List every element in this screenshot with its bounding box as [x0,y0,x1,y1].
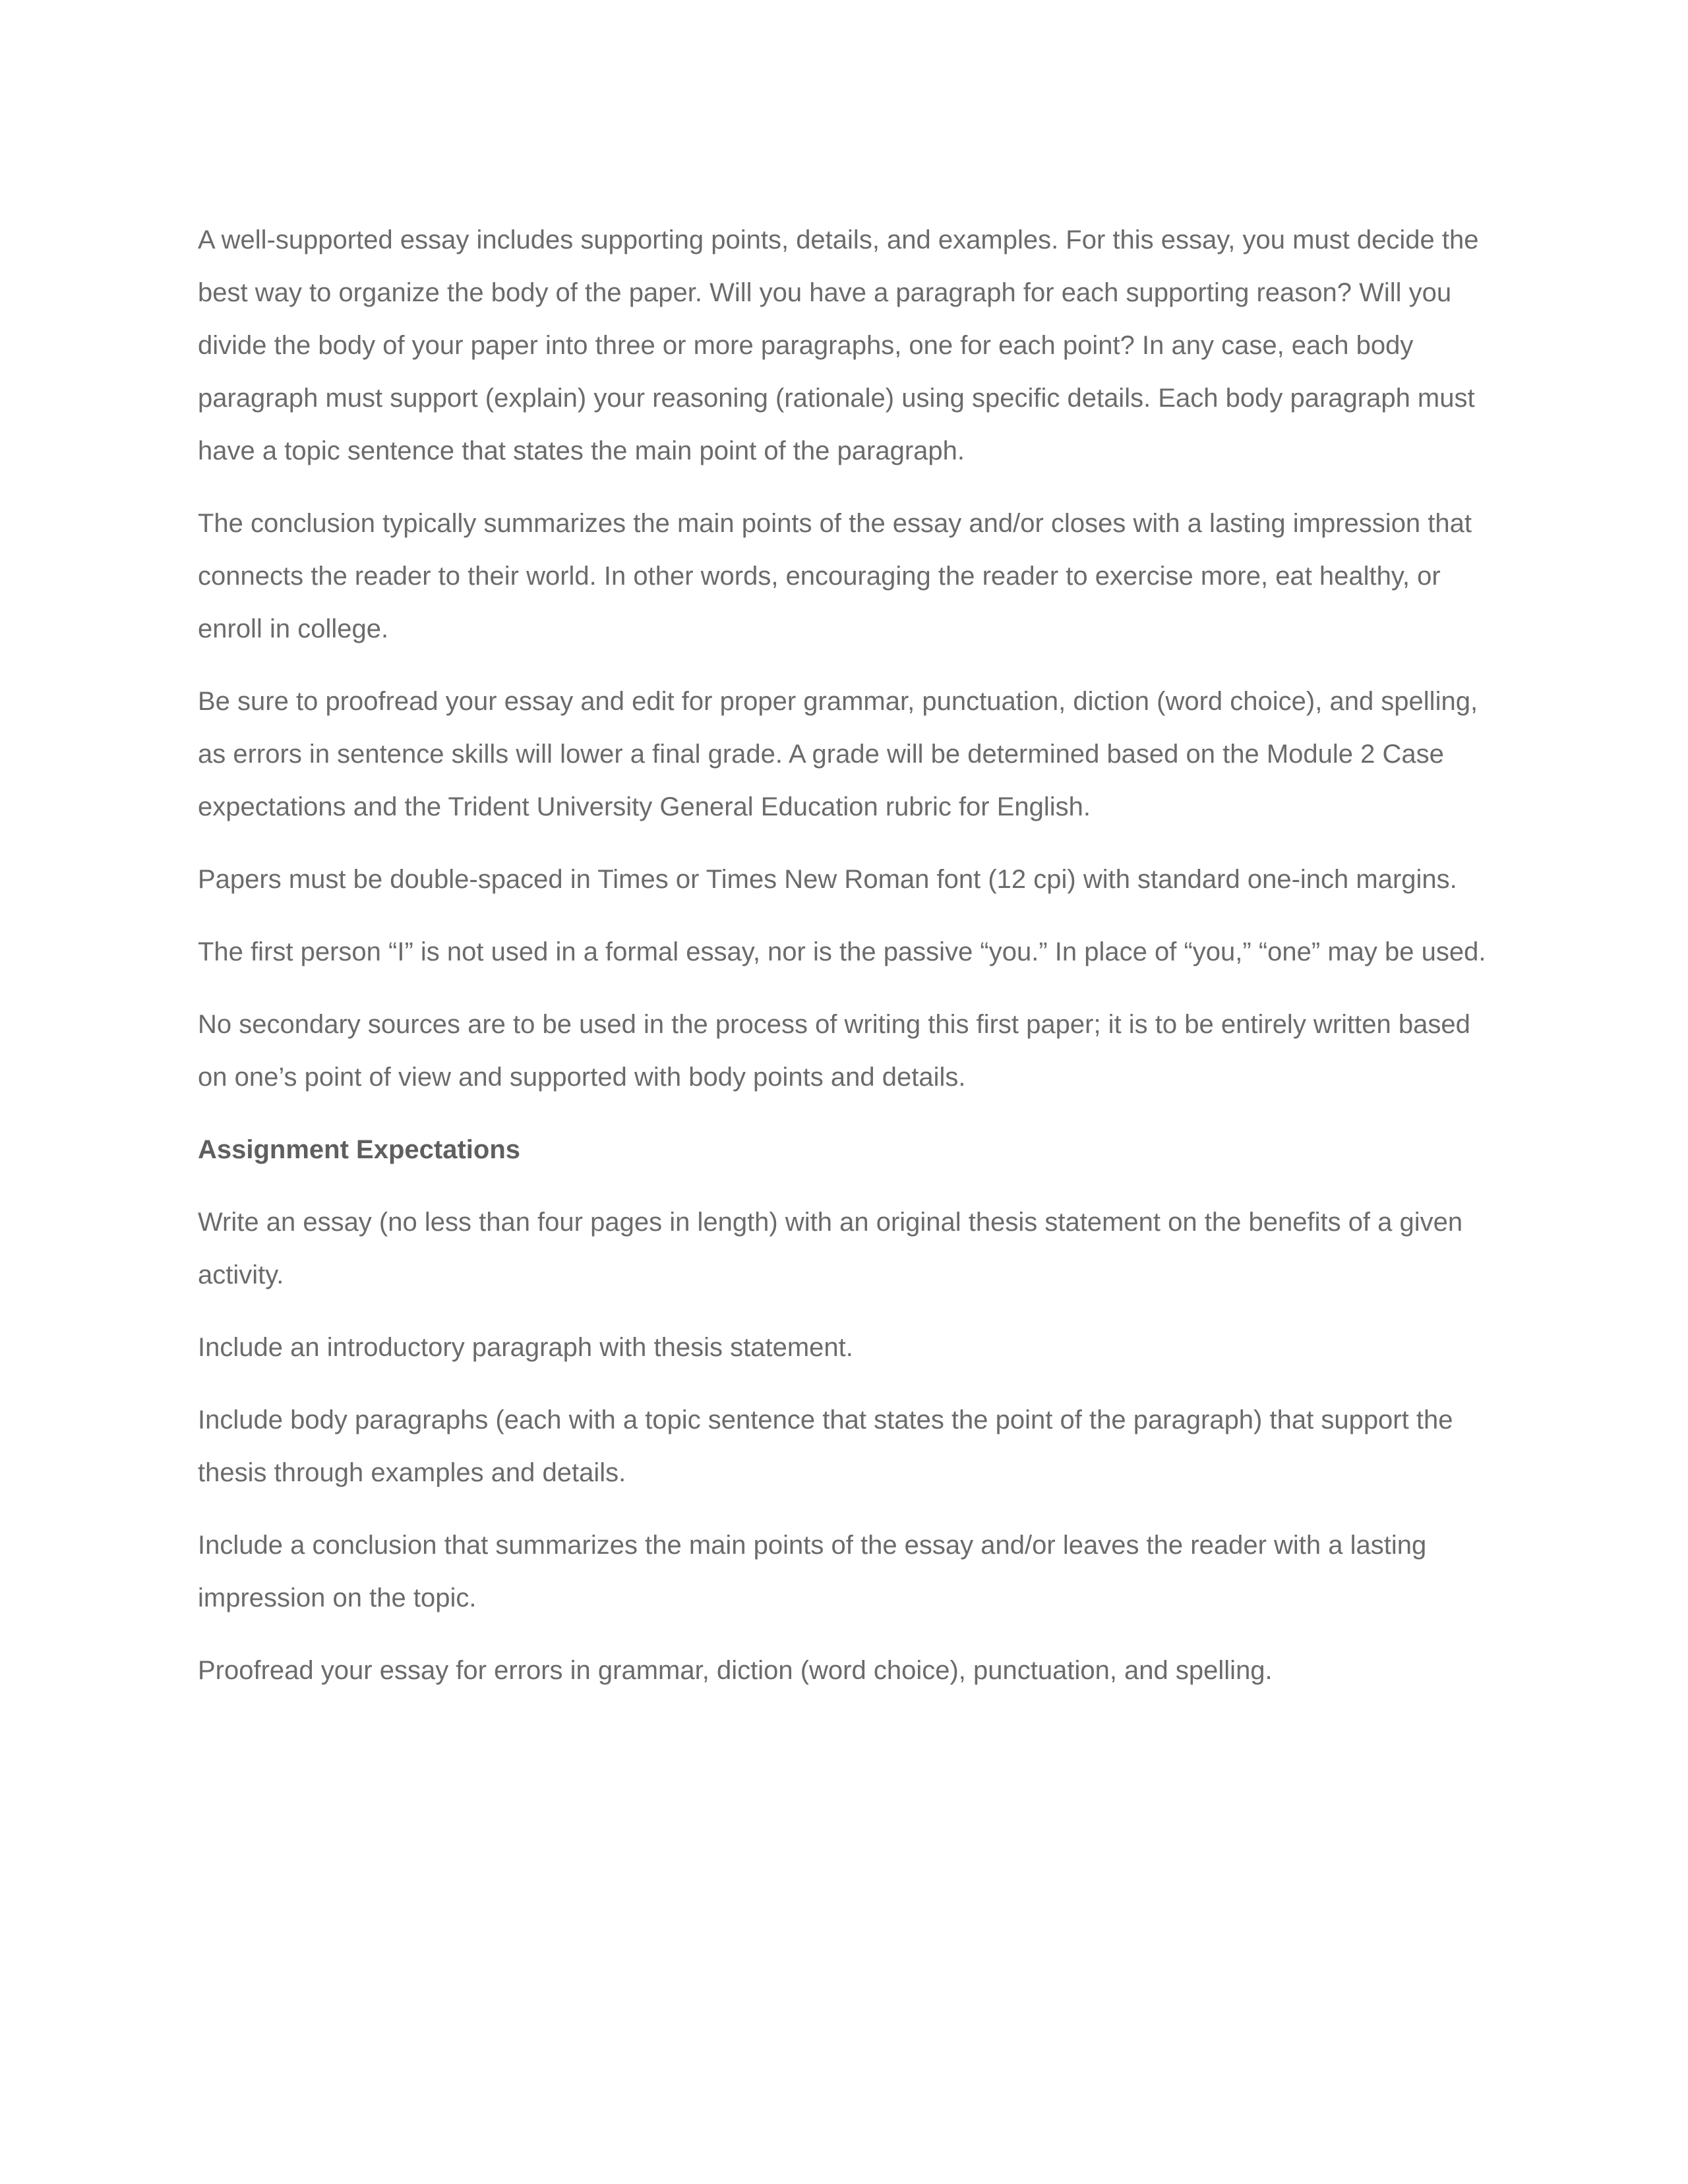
paragraph-conclusion: The conclusion typically summarizes the main points of the essay and/or closes with a lasting impression that connects the reader to their world. In other words, encouraging the reader to exercise more, eat healthy, or enroll in college. [198,509,1472,643]
expectation-item: Write an essay (no less than four pages in length) with an original thesis statement on the benefits of a given activity. [198,1208,1463,1289]
paragraph-body-organization: A well-supported essay includes supporting points, details, and examples. For this essay, you must decide the best way to organize the body of the paper. Will you have a paragraph for each supporting reason? Will you divide the body of your paper into three or more paragraphs, one for each point? In any case, each body paragraph must support (explain) your reasoning (rationale) using specific details. Each body paragraph must have a topic sentence that states the main point of the paragraph. [198,225,1479,465]
paragraph-person: The first person “I” is not used in a formal essay, nor is the passive “you.” In place of “you,” “one” may be used. [198,937,1486,966]
paragraph-formatting: Papers must be double-spaced in Times or Times New Roman font (12 cpi) with standard one-inch margins. [198,865,1457,894]
expectation-item: Include a conclusion that summarizes the main points of the essay and/or leaves the reader with a lasting impression on the topic. [198,1531,1427,1612]
expectations-heading: Assignment Expectations [198,1135,521,1164]
expectation-item: Proofread your essay for errors in grammar, diction (word choice), punctuation, and spelling. [198,1656,1273,1685]
paragraph-proofread: Be sure to proofread your essay and edit for proper grammar, punctuation, diction (word choice), and spelling, as errors in sentence skills will lower a final grade. A grade will be determined based on the Module 2 Case expectations and the Trident University General Education rubric for English. [198,687,1478,821]
expectation-item: Include an introductory paragraph with thesis statement. [198,1333,853,1362]
expectation-item: Include body paragraphs (each with a topic sentence that states the point of the paragraph) that support the thesis through examples and details. [198,1405,1453,1487]
paragraph-sources: No secondary sources are to be used in the process of writing this first paper; it is to be entirely written based on one’s point of view and supported with body points and details. [198,1010,1470,1092]
document-body [198,214,1503,1717]
